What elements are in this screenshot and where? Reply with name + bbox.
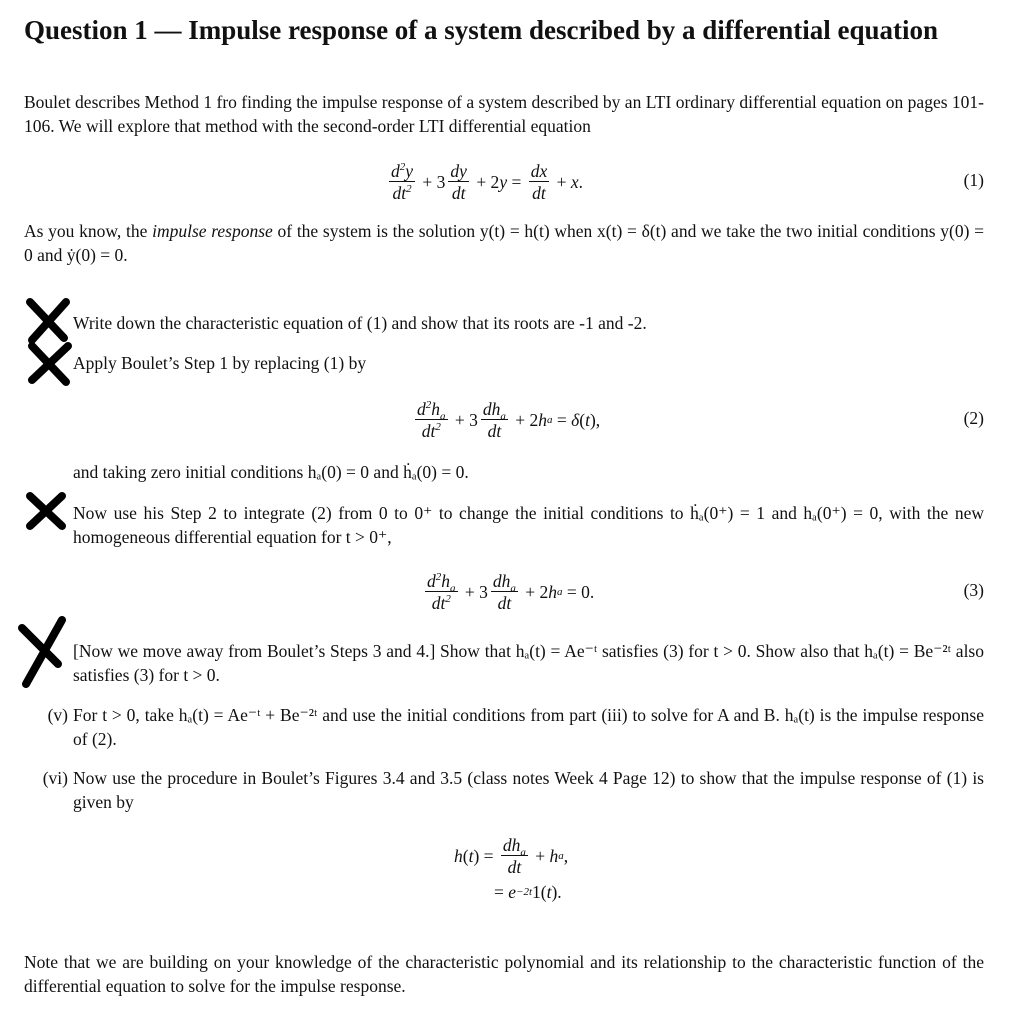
equation-1-math: $\frac{d^2y}{dt^2}$ + 3 $\frac{dy}{dt}$ + 2 y = $\frac{dx}{dt}$ + x . xyxy=(391,160,584,203)
list-item-6-label: (vi) xyxy=(42,768,68,788)
equation-3 xyxy=(24,564,984,620)
list-item-5 xyxy=(47,703,984,751)
closing-note: Note that we are building on your knowledge of the characteristic polynomial and its relationship to the characteristic function of the differential equation to solve for the impulse response. xyxy=(24,952,984,996)
equation-2-number: (2) xyxy=(963,408,984,428)
cross-mark-icon xyxy=(22,490,68,532)
list-item-3: Now use his Step 2 to integrate (2) from 0 to 0⁺ to change the initial conditions to ḣₐ(0⁺) = 1 and hₐ(0⁺) = 0, with the new homogeneous differential equation for t > 0⁺, xyxy=(73,503,984,547)
list-item-5-text: For t > 0, take hₐ(t) = Ae⁻ᵗ + Be⁻²ᵗ and use the initial conditions from part (iii) to solve for A and B. hₐ(t) is the impulse response of (2). xyxy=(73,705,984,749)
list-item-6 xyxy=(42,766,984,814)
equation-result-line-2: = e −2t 1( t ). xyxy=(494,882,562,902)
cross-mark-icon xyxy=(20,294,76,390)
equation-result-line-1: h ( t ) = $\frac{dh_a}{dt}$ + h a , xyxy=(454,834,569,877)
equation-3-math: $\frac{d^2h_a}{dt^2}$ + 3 $\frac{dh_a}{dt}$ + 2 h a = 0. xyxy=(427,570,595,613)
list-item-1: Write down the characteristic equation of (1) and show that its roots are -1 and -2. xyxy=(73,313,647,333)
impulse-paragraph: As you know, the impulse response of the system is the solution y(t) = h(t) when x(t) = δ(t) and we take the two initial conditions y(0) = 0 and ẏ(0) = 0. xyxy=(24,221,984,265)
question-title: Question 1 — Impulse response of a system described by a differential equation xyxy=(24,15,939,45)
equation-1-number: (1) xyxy=(963,170,984,190)
list-item-2-continuation: and taking zero initial conditions hₐ(0) = 0 and ḣₐ(0) = 0. xyxy=(73,462,469,482)
intro-paragraph: Boulet describes Method 1 fro finding the impulse response of a system described by an LTI ordinary differential equation on pages 101-106. We will explore that method with the second-order LTI differential equation xyxy=(24,92,984,136)
equation-2 xyxy=(24,392,984,448)
list-item-4: [Now we move away from Boulet’s Steps 3 and 4.] Show that hₐ(t) = Ae⁻ᵗ satisfies (3) for t > 0. Show also that hₐ(t) = Be⁻²ᵗ also satisfies (3) for t > 0. xyxy=(73,641,984,685)
cross-mark-icon xyxy=(12,612,70,692)
equation-1 xyxy=(24,154,984,210)
equation-3-number: (3) xyxy=(963,580,984,600)
equation-result xyxy=(24,828,984,908)
list-item-5-label: (v) xyxy=(47,705,68,725)
equation-2-math: $\frac{d^2h_a}{dt^2}$ + 3 $\frac{dh_a}{dt}$ + 2 h a = δ ( t ), xyxy=(417,398,601,441)
list-item-6-text: Now use the procedure in Boulet’s Figures 3.4 and 3.5 (class notes Week 4 Page 12) to show that the impulse response of (1) is given by xyxy=(73,768,984,812)
list-item-2: Apply Boulet’s Step 1 by replacing (1) by xyxy=(73,353,367,373)
